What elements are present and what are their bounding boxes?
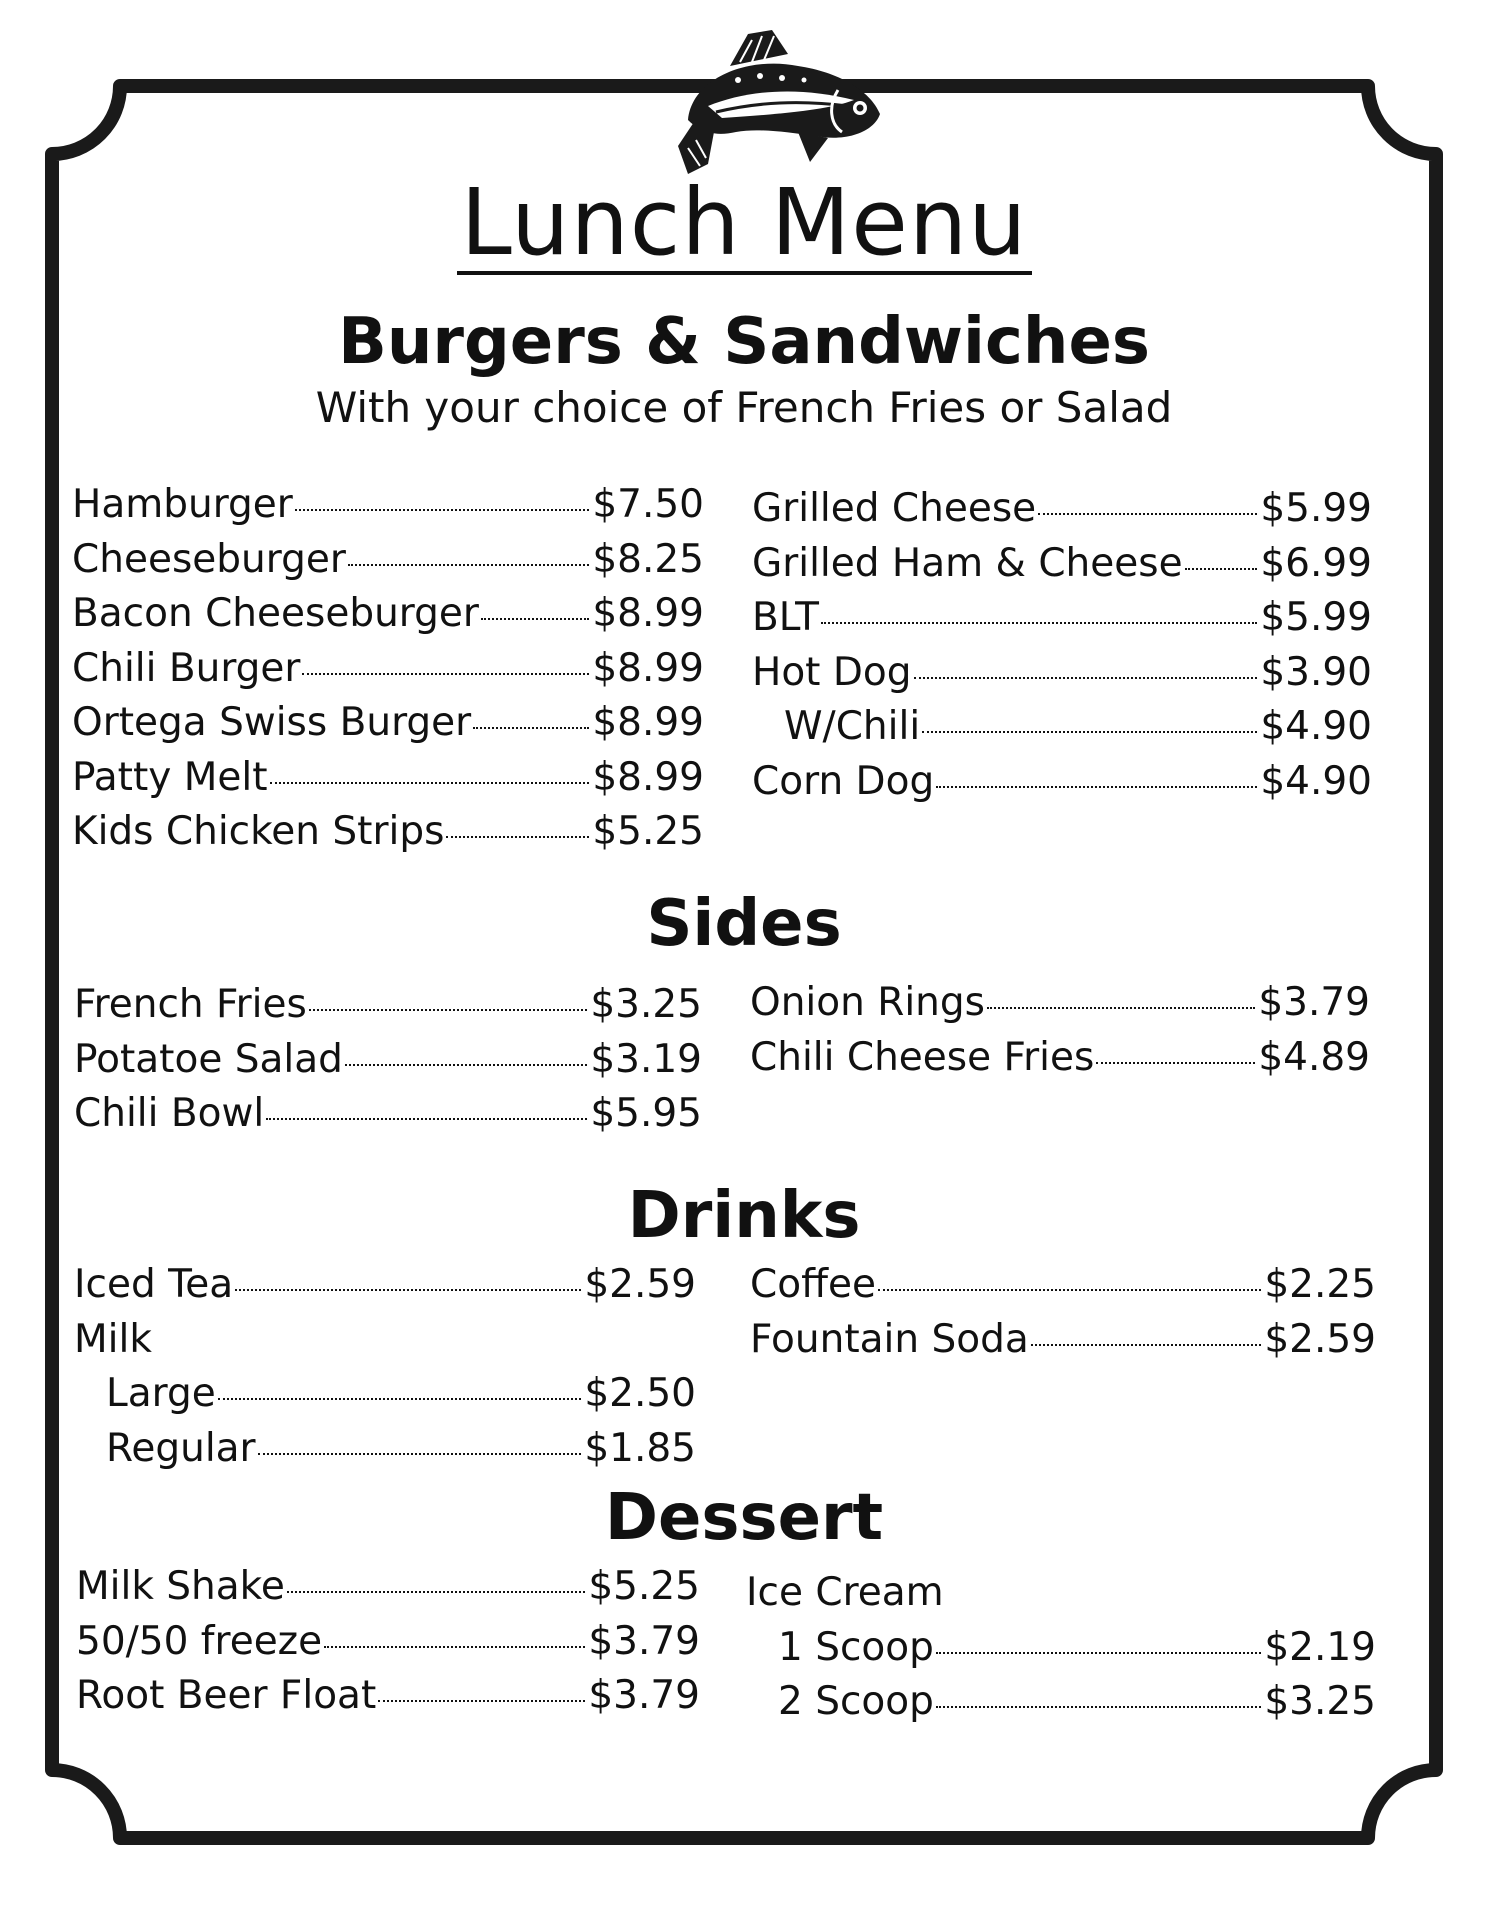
menu-title-text: Lunch Menu	[457, 175, 1032, 275]
item-price: $8.99	[592, 591, 704, 636]
menu-item	[74, 1087, 702, 1142]
dessert-left-column	[76, 1560, 700, 1724]
menu-item	[752, 537, 1372, 592]
item-price: $2.59	[584, 1262, 696, 1307]
menu-item	[72, 751, 704, 806]
item-price: $8.99	[592, 645, 704, 691]
menu-item	[74, 1422, 696, 1477]
dot-leader	[309, 1009, 588, 1011]
item-price: $3.19	[590, 1036, 702, 1082]
menu-item	[752, 591, 1372, 646]
dot-leader	[270, 782, 590, 784]
menu-item	[74, 978, 702, 1033]
item-name: Iced Tea	[74, 1262, 234, 1307]
menu-item	[750, 1031, 1370, 1086]
menu-item	[74, 1313, 696, 1368]
item-name: 50/50 freeze	[76, 1618, 323, 1664]
item-name: Bacon Cheeseburger	[72, 591, 479, 636]
item-price: $2.25	[1264, 1262, 1376, 1307]
dot-leader	[235, 1289, 581, 1291]
menu-item	[746, 1566, 1376, 1621]
item-name: Ortega Swiss Burger	[72, 700, 472, 745]
item-name: Regular	[106, 1425, 256, 1471]
item-price: $2.19	[1264, 1624, 1376, 1670]
menu-item	[72, 805, 704, 860]
dot-leader	[266, 1118, 587, 1120]
item-name: Milk	[74, 1316, 152, 1362]
dot-leader	[936, 1652, 1261, 1654]
dot-leader	[473, 727, 589, 729]
item-name: Grilled Ham & Cheese	[752, 540, 1183, 586]
menu-item	[76, 1615, 700, 1670]
item-name: W/Chili	[784, 704, 921, 749]
item-price: $5.99	[1260, 486, 1372, 531]
item-name: Potatoe Salad	[74, 1036, 343, 1082]
dot-leader	[295, 509, 590, 511]
item-price: $1.85	[584, 1425, 696, 1471]
menu-item	[72, 642, 704, 697]
dot-leader	[1038, 513, 1257, 515]
dot-leader	[922, 731, 1257, 733]
item-name: Fountain Soda	[750, 1316, 1029, 1362]
item-name: Patty Melt	[72, 754, 268, 800]
item-price: $8.99	[592, 754, 704, 800]
item-price: $3.25	[1264, 1679, 1376, 1724]
item-name: Chili Cheese Fries	[750, 1034, 1095, 1080]
dot-leader	[1031, 1344, 1262, 1346]
burgers-heading: Burgers & Sandwiches	[338, 305, 1150, 379]
item-name: Coffee	[750, 1262, 876, 1307]
sides-left-column	[74, 978, 702, 1142]
dot-leader	[287, 1591, 585, 1593]
menu-item	[74, 1367, 696, 1422]
item-price: $5.25	[588, 1564, 700, 1609]
burgers-left-column	[72, 478, 704, 860]
item-name: 2 Scoop	[778, 1679, 934, 1724]
item-name: Large	[106, 1371, 216, 1416]
item-name: Corn Dog	[752, 758, 935, 804]
menu-item	[74, 1033, 702, 1088]
menu-item	[752, 755, 1372, 810]
item-price: $5.99	[1260, 595, 1372, 640]
dot-leader	[878, 1289, 1261, 1291]
dot-leader	[914, 677, 1258, 679]
drinks-heading: Drinks	[627, 1179, 861, 1253]
dot-leader	[936, 1706, 1261, 1708]
item-price: $4.90	[1260, 704, 1372, 749]
item-price: $3.79	[1258, 980, 1370, 1025]
item-name: Cheeseburger	[72, 536, 346, 582]
menu-item	[752, 482, 1372, 537]
trout-logo-icon	[678, 28, 888, 176]
menu-item	[746, 1621, 1376, 1676]
menu-item	[72, 587, 704, 642]
item-name: 1 Scoop	[778, 1624, 934, 1670]
drinks-right-column	[750, 1258, 1376, 1367]
menu-item	[76, 1669, 700, 1724]
menu-item	[72, 478, 704, 533]
sides-heading: Sides	[646, 887, 842, 961]
dessert-right-column	[746, 1566, 1376, 1730]
item-name: Onion Rings	[750, 980, 985, 1025]
dot-leader	[258, 1453, 582, 1455]
dot-leader	[345, 1064, 587, 1066]
item-name: Hot Dog	[752, 649, 912, 695]
menu-item	[750, 1313, 1376, 1368]
item-price: $8.99	[592, 700, 704, 745]
drinks-left-column	[74, 1258, 696, 1476]
menu-item	[72, 533, 704, 588]
dot-leader	[446, 836, 589, 838]
burgers-subheading: With your choice of French Fries or Salad	[315, 383, 1173, 432]
item-price: $4.89	[1258, 1034, 1370, 1080]
dot-leader	[378, 1700, 585, 1702]
dot-leader	[821, 622, 1257, 624]
burgers-right-column	[752, 482, 1372, 809]
item-price: $2.59	[1264, 1316, 1376, 1362]
item-price: $3.90	[1260, 649, 1372, 695]
menu-item	[746, 1675, 1376, 1730]
item-name: Root Beer Float	[76, 1673, 377, 1718]
item-price: $5.95	[590, 1091, 702, 1136]
item-price: $7.50	[592, 482, 704, 527]
item-price: $3.79	[588, 1673, 700, 1718]
item-name: French Fries	[74, 982, 307, 1027]
dot-leader	[987, 1007, 1255, 1009]
dot-leader	[348, 564, 589, 566]
menu-item	[76, 1560, 700, 1615]
menu-item	[72, 696, 704, 751]
item-name: Chili Bowl	[74, 1091, 265, 1136]
dot-leader	[936, 786, 1257, 788]
menu-item	[74, 1258, 696, 1313]
item-name: Grilled Cheese	[752, 486, 1037, 531]
item-price: $3.79	[588, 1618, 700, 1664]
menu-item	[752, 700, 1372, 755]
item-name: Ice Cream	[746, 1570, 944, 1615]
dot-leader	[481, 618, 589, 620]
item-name: BLT	[752, 595, 819, 640]
item-name: Kids Chicken Strips	[72, 809, 445, 854]
dot-leader	[1096, 1062, 1255, 1064]
dessert-heading: Dessert	[604, 1481, 884, 1555]
menu-item	[750, 976, 1370, 1031]
sides-right-column	[750, 976, 1370, 1085]
menu-item	[750, 1258, 1376, 1313]
dot-leader	[1185, 568, 1258, 570]
item-price: $2.50	[584, 1371, 696, 1416]
dot-leader	[324, 1646, 585, 1648]
menu-item	[752, 646, 1372, 701]
item-price: $6.99	[1260, 540, 1372, 586]
menu-title	[0, 168, 1488, 278]
item-name: Milk Shake	[76, 1564, 285, 1609]
item-name: Hamburger	[72, 482, 293, 527]
item-price: $8.25	[592, 536, 704, 582]
item-name: Chili Burger	[72, 645, 301, 691]
item-price: $4.90	[1260, 758, 1372, 804]
dot-leader	[218, 1398, 582, 1400]
item-price: $5.25	[592, 809, 704, 854]
dot-leader	[302, 673, 589, 675]
item-price: $3.25	[590, 982, 702, 1027]
